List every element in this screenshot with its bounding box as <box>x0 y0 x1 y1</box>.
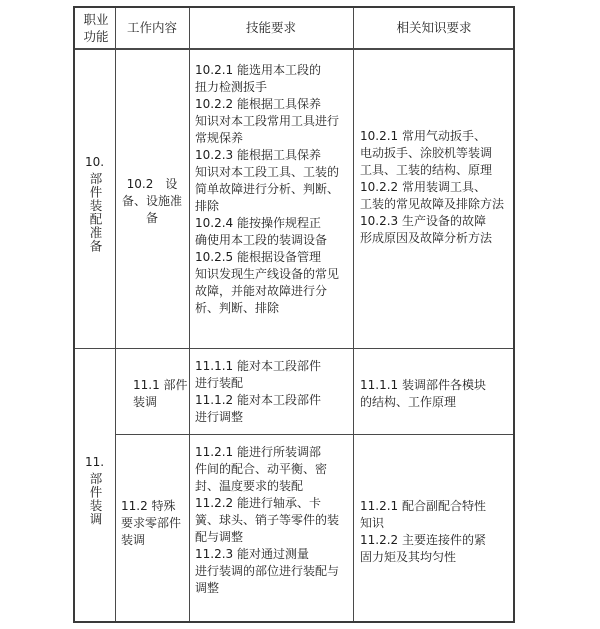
function-number: 11. <box>85 455 105 469</box>
row-divider <box>75 48 513 50</box>
knowledge-requirements: 11.1.1 装调部件各模块 的结构、工作原理 <box>360 378 486 409</box>
skill-requirements: 11.1.1 能对本工段部件 进行装配 11.1.2 能对本工段部件 进行调整 <box>195 359 321 424</box>
col-divider <box>353 8 354 621</box>
knowledge-requirements: 11.2.1 配合副配合特性 知识 11.2.2 主要连接件的紧 固力矩及其均匀性 <box>360 499 486 564</box>
col-divider <box>189 8 190 621</box>
knowledge-requirements: 10.2.1 常用气动扳手、 电动扳手、涂胶机等装调 工具、工装的结构、原理 10.2.2 常用装调工具、 工装的常见故障及排除方法 10.2.3 生产设备的故障 形成原因及故障分析方法 <box>360 129 505 245</box>
header-skills: 技能要求 <box>245 20 296 35</box>
function-name: 部件装配准备 <box>88 172 103 253</box>
header-function: 职业功能 <box>83 12 109 44</box>
competency-table <box>73 6 515 623</box>
row-divider <box>115 434 513 435</box>
skill-requirements: 11.2.1 能进行所装调部 件间的配合、动平衡、密 封、温度要求的装配 11.2.2 能进行轴承、卡 簧、球头、销子等零件的装 配与调整 11.2.3 能对通过测量 进行装调的部位进行装配与 调整 <box>195 445 340 595</box>
work-content: 11.1 部件 装调 <box>133 378 188 409</box>
header-knowledge: 相关知识要求 <box>396 20 472 35</box>
function-number: 10. <box>85 155 105 169</box>
function-name: 部件装调 <box>88 472 103 526</box>
work-content: 10.2 设 备、设施准 备 <box>121 177 182 225</box>
header-content: 工作内容 <box>126 20 177 35</box>
col-divider <box>115 8 116 621</box>
row-divider <box>75 348 513 349</box>
skill-requirements: 10.2.1 能选用本工段的 扭力检测扳手 10.2.2 能根据工具保养 知识对本工段常用工具进行 常规保养 10.2.3 能根据工具保养 知识对本工段工具、工装的 简单故障进行分析、判断、 排除 10.2.4 能按操作规程正 确使用本工段的装调设备 10.2.5 能根据设备管理 知识发现生产线设备的常见 故障，并能对故障进行分 析、判断、排除 <box>195 63 340 315</box>
work-content: 11.2 特殊 要求零部件 装调 <box>121 499 182 547</box>
